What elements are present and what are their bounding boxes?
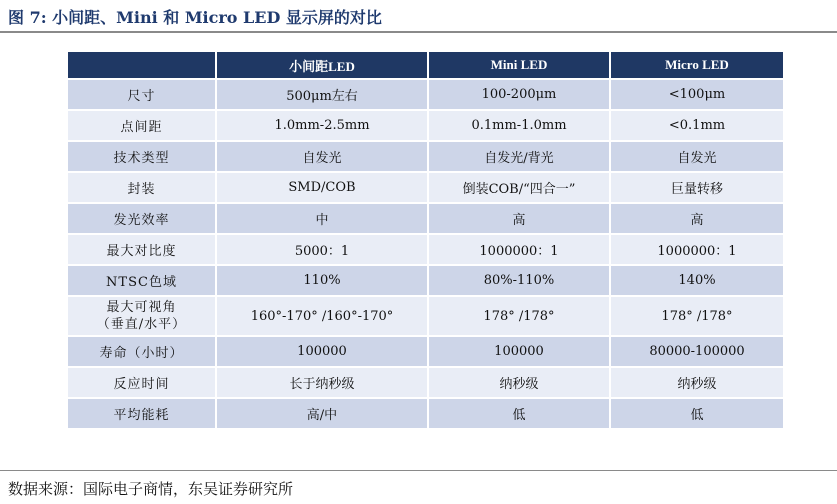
table-cell: 160°-170° /160°-170° — [217, 297, 427, 335]
figure-title: 图 7: 小间距、Mini 和 Micro LED 显示屏的对比 — [8, 8, 382, 27]
row-label-line2: （垂直/水平） — [96, 317, 187, 332]
header-micro-led: Micro LED — [611, 52, 783, 78]
row-label: 尺寸 — [68, 80, 215, 109]
table-cell: 80000-100000 — [611, 337, 783, 366]
row-label: 寿命（小时） — [68, 337, 215, 366]
table-cell: 1.0mm-2.5mm — [217, 111, 427, 140]
table-cell: 长于纳秒级 — [217, 368, 427, 397]
row-label: 发光效率 — [68, 204, 215, 233]
table-cell: 80%-110% — [429, 266, 609, 295]
table-cell: 自发光 — [611, 142, 783, 171]
table-row — [68, 142, 783, 171]
table-cell: SMD/COB — [217, 173, 427, 202]
table-cell: 高 — [429, 204, 609, 233]
table-cell: 低 — [429, 399, 609, 428]
table-cell: 高/中 — [217, 399, 427, 428]
row-label-line1: 最大可视角 — [106, 300, 177, 315]
table-cell: 1000000：1 — [611, 235, 783, 264]
table-cell: 中 — [217, 204, 427, 233]
data-source-note: 数据来源：国际电子商情，东吴证券研究所 — [8, 480, 294, 498]
title-divider — [0, 31, 837, 33]
row-label: 最大对比度 — [68, 235, 215, 264]
table-cell: 倒装COB/“四合一” — [429, 173, 609, 202]
table-row — [68, 297, 783, 335]
row-label: 技术类型 — [68, 142, 215, 171]
table-cell: 178° /178° — [611, 297, 783, 335]
table-cell: 1000000：1 — [429, 235, 609, 264]
table-cell: 0.1mm-1.0mm — [429, 111, 609, 140]
row-label: NTSC色域 — [68, 266, 215, 295]
table-cell: 纳秒级 — [429, 368, 609, 397]
table-cell: 低 — [611, 399, 783, 428]
table-header-row — [68, 52, 783, 78]
table-cell: 100000 — [429, 337, 609, 366]
table-row — [68, 337, 783, 366]
row-label: 平均能耗 — [68, 399, 215, 428]
row-label: 反应时间 — [68, 368, 215, 397]
table-cell: 100-200μm — [429, 80, 609, 109]
table-row — [68, 266, 783, 295]
table-cell: 巨量转移 — [611, 173, 783, 202]
source-divider — [0, 470, 837, 471]
table-row — [68, 173, 783, 202]
table-row — [68, 368, 783, 397]
table-row — [68, 80, 783, 109]
header-mini-led: Mini LED — [429, 52, 609, 78]
table-cell: <100μm — [611, 80, 783, 109]
header-corner-cell — [68, 52, 215, 78]
row-label: 封装 — [68, 173, 215, 202]
table-row — [68, 204, 783, 233]
table-cell: 140% — [611, 266, 783, 295]
table-cell: 500μm左右 — [217, 80, 427, 109]
table-row — [68, 111, 783, 140]
table-cell: 178° /178° — [429, 297, 609, 335]
table-cell: 5000：1 — [217, 235, 427, 264]
row-label: 点间距 — [68, 111, 215, 140]
table-cell: 自发光 — [217, 142, 427, 171]
table-cell: <0.1mm — [611, 111, 783, 140]
table-cell: 纳秒级 — [611, 368, 783, 397]
table-row — [68, 235, 783, 264]
table-cell: 自发光/背光 — [429, 142, 609, 171]
table-row — [68, 399, 783, 428]
row-label — [68, 297, 215, 335]
table-cell: 100000 — [217, 337, 427, 366]
comparison-table — [66, 50, 785, 430]
table-cell: 高 — [611, 204, 783, 233]
table-cell: 110% — [217, 266, 427, 295]
header-small-pitch-led: 小间距LED — [217, 52, 427, 78]
